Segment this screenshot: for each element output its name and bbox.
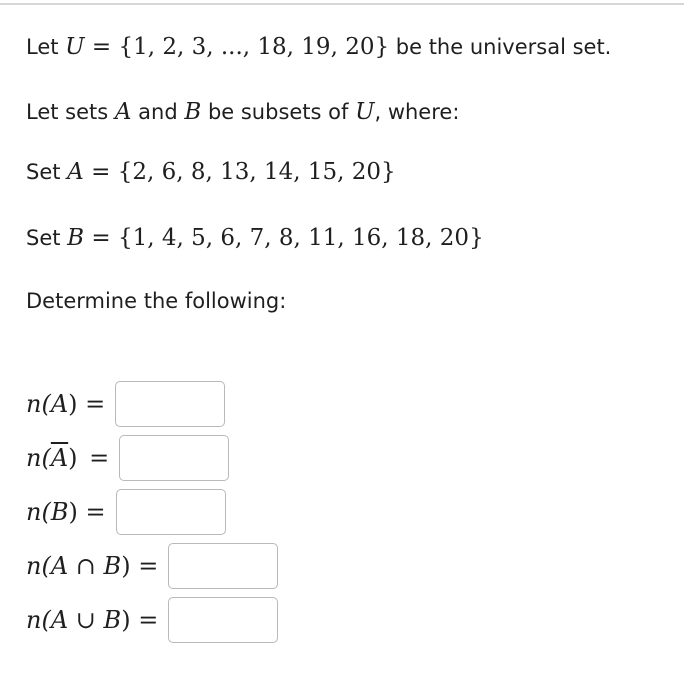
n-a-complement-answer-input[interactable] xyxy=(119,435,229,481)
question-n-a xyxy=(26,381,225,427)
intro-prefix: Let xyxy=(26,35,66,59)
universal-set-variable: U xyxy=(65,34,85,60)
subsets-text-4: , where: xyxy=(374,100,460,124)
universal-set-elements: = {1, 2, 3, ..., 18, 19, 20} xyxy=(84,34,390,60)
set-b-elements: = {1, 4, 5, 6, 7, 8, 11, 16, 18, 20} xyxy=(84,225,484,251)
universal-set-statement xyxy=(26,34,611,60)
n-a-expression: n(A) = xyxy=(26,390,106,418)
subsets-text-2: and xyxy=(131,100,185,124)
universal-variable: U xyxy=(355,99,375,125)
set-b-definition xyxy=(26,225,484,251)
instruction: Determine the following: xyxy=(26,289,287,313)
question-n-a-intersect-b xyxy=(26,543,278,589)
set-a-var: A xyxy=(67,159,84,185)
set-b-label: Set xyxy=(26,226,68,250)
set-b-var: B xyxy=(67,225,85,251)
n-a-answer-input[interactable] xyxy=(115,381,225,427)
intro-suffix: be the universal set. xyxy=(389,35,612,59)
set-b-variable: B xyxy=(184,99,202,125)
set-a-elements: = {2, 6, 8, 13, 14, 15, 20} xyxy=(83,159,396,185)
n-a-complement-expression: $n(\overline{A})$ = xyxy=(26,444,110,472)
question-n-b xyxy=(26,489,226,535)
n-a-intersect-b-expression: n(A ∩ B) = xyxy=(26,552,159,580)
subsets-statement xyxy=(26,99,459,125)
question-n-a-complement xyxy=(26,435,229,481)
set-a-variable: A xyxy=(114,99,132,125)
subsets-text-3: be subsets of xyxy=(201,100,356,124)
n-a-union-b-expression: n(A ∪ B) = xyxy=(26,606,159,634)
question-n-a-union-b xyxy=(26,597,278,643)
n-a-union-b-answer-input[interactable] xyxy=(168,597,278,643)
n-a-intersect-b-answer-input[interactable] xyxy=(168,543,278,589)
set-a-definition xyxy=(26,159,396,185)
n-b-expression: n(B) = xyxy=(26,498,106,526)
subsets-text-1: Let sets xyxy=(26,100,115,124)
top-divider xyxy=(0,3,684,5)
n-b-answer-input[interactable] xyxy=(116,489,226,535)
set-a-label: Set xyxy=(26,160,68,184)
